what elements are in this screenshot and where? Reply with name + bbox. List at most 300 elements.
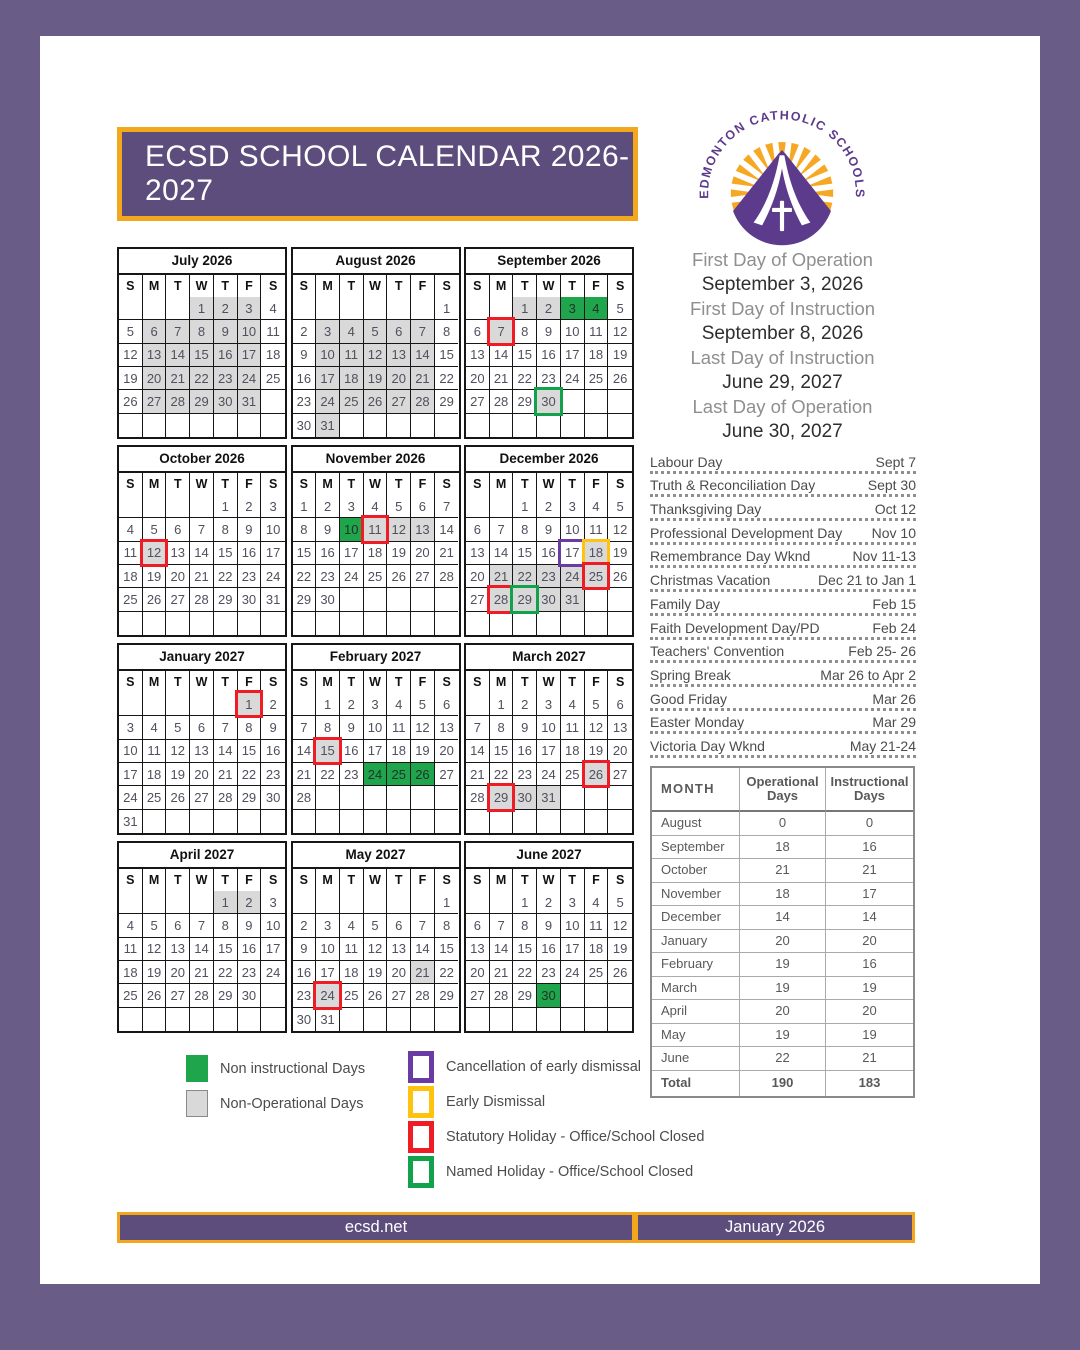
day-cell: 25 [143, 786, 167, 809]
day-cell: 2 [537, 495, 561, 518]
day-cell: 26 [608, 961, 632, 984]
day-cell: 22 [293, 565, 317, 588]
day-cell [490, 1008, 514, 1031]
day-cell [411, 891, 435, 914]
month-calendar [291, 841, 461, 1033]
day-cell: 21 [490, 367, 514, 390]
day-cell [466, 693, 490, 716]
day-cell [364, 810, 388, 833]
day-cell: 18 [585, 542, 609, 565]
day-cell: 16 [537, 344, 561, 367]
key-dates [635, 248, 930, 444]
day-cell: 23 [340, 763, 364, 786]
month-calendar [464, 841, 634, 1033]
day-cell: 28 [490, 588, 514, 611]
day-cell [190, 1008, 214, 1031]
weekday-label: F [585, 473, 609, 496]
legend-swatch [408, 1156, 434, 1188]
day-cell: 25 [261, 367, 285, 390]
day-cell: 23 [513, 763, 537, 786]
weekday-row [293, 473, 459, 495]
legend-item [186, 1090, 365, 1117]
weekday-row [119, 275, 285, 297]
weekday-label: F [585, 671, 609, 694]
day-cell [190, 495, 214, 518]
key-date-value: September 8, 2026 [701, 322, 864, 344]
day-cell: 5 [608, 891, 632, 914]
day-cell: 1 [214, 495, 238, 518]
day-cell [466, 297, 490, 320]
day-cell [190, 693, 214, 716]
weekday-label: S [435, 671, 459, 694]
day-cell [387, 414, 411, 437]
day-cell: 7 [190, 518, 214, 541]
day-cell [513, 1008, 537, 1031]
day-cell: 25 [585, 565, 609, 588]
day-cell: 7 [411, 320, 435, 343]
day-cell: 16 [316, 542, 340, 565]
day-cell: 10 [561, 914, 585, 937]
day-cell [364, 588, 388, 611]
table-cell: 21 [826, 859, 913, 883]
day-cell [261, 1008, 285, 1031]
day-cell: 19 [364, 961, 388, 984]
day-cell [316, 786, 340, 809]
weekday-label: M [490, 869, 514, 892]
day-cell: 6 [143, 320, 167, 343]
day-cell: 28 [490, 390, 514, 413]
table-cell: August [652, 812, 740, 836]
weekday-label: F [411, 869, 435, 892]
day-cell [143, 414, 167, 437]
day-cell: 13 [435, 716, 459, 739]
day-cell [143, 297, 167, 320]
weekday-label: S [293, 869, 317, 892]
holiday-date: Feb 25- 26 [848, 643, 916, 660]
day-cell: 11 [340, 344, 364, 367]
day-grid [466, 891, 632, 1031]
day-cell [435, 612, 459, 635]
day-cell: 31 [316, 414, 340, 437]
day-cell: 19 [585, 740, 609, 763]
day-cell: 17 [561, 938, 585, 961]
day-cell: 29 [513, 390, 537, 413]
holiday-name: Truth & Reconciliation Day [650, 477, 816, 494]
weekday-label: T [340, 869, 364, 892]
legend-swatch [408, 1121, 434, 1153]
weekday-label: S [261, 671, 285, 694]
weekday-label: F [585, 275, 609, 298]
day-cell [561, 390, 585, 413]
weekday-label: S [119, 473, 143, 496]
weekday-row [293, 869, 459, 891]
day-cell: 26 [585, 763, 609, 786]
day-cell: 14 [214, 740, 238, 763]
month-calendar [117, 247, 287, 439]
day-cell [214, 1008, 238, 1031]
day-cell: 7 [466, 716, 490, 739]
legend-label: Statutory Holiday - Office/School Closed [446, 1129, 705, 1145]
day-cell [293, 297, 317, 320]
table-cell: 20 [826, 1000, 913, 1024]
holiday-date: Mar 26 [872, 690, 916, 707]
holiday-name: Thanksgiving Day [650, 501, 762, 518]
weekday-label: T [166, 671, 190, 694]
day-cell: 28 [466, 786, 490, 809]
day-cell: 6 [166, 914, 190, 937]
table-row [652, 836, 913, 860]
day-cell: 12 [364, 344, 388, 367]
day-cell [340, 297, 364, 320]
weekday-label: T [561, 473, 585, 496]
day-cell: 12 [608, 320, 632, 343]
weekday-label: T [166, 275, 190, 298]
day-cell: 11 [585, 914, 609, 937]
legend-label: Non instructional Days [220, 1060, 366, 1077]
day-cell: 16 [238, 938, 262, 961]
day-cell: 10 [561, 320, 585, 343]
day-cell [411, 588, 435, 611]
day-cell: 31 [316, 1008, 340, 1031]
month-calendar [291, 445, 461, 637]
day-cell: 11 [585, 518, 609, 541]
day-cell [238, 1008, 262, 1031]
day-cell [364, 891, 388, 914]
day-cell: 10 [561, 518, 585, 541]
day-cell: 7 [490, 914, 514, 937]
table-cell: 14 [740, 906, 826, 930]
day-cell: 31 [537, 786, 561, 809]
day-cell: 4 [261, 297, 285, 320]
day-cell: 17 [119, 763, 143, 786]
day-cell: 17 [561, 542, 585, 565]
day-cell [261, 390, 285, 413]
day-cell: 13 [190, 740, 214, 763]
weekday-label: S [261, 473, 285, 496]
table-cell: June [652, 1047, 740, 1071]
day-cell: 28 [190, 588, 214, 611]
day-cell [585, 588, 609, 611]
day-cell: 19 [411, 740, 435, 763]
weekday-label: M [143, 671, 167, 694]
day-cell: 19 [119, 367, 143, 390]
day-cell: 28 [214, 786, 238, 809]
day-cell: 19 [387, 542, 411, 565]
day-cell [466, 1008, 490, 1031]
table-row [652, 953, 913, 977]
day-cell [340, 891, 364, 914]
weekday-label: M [316, 869, 340, 892]
day-cell [214, 693, 238, 716]
day-cell: 21 [166, 367, 190, 390]
table-cell: 16 [826, 836, 913, 860]
holiday-date: Nov 11-13 [852, 548, 916, 565]
day-cell: 17 [261, 938, 285, 961]
day-cell: 9 [537, 320, 561, 343]
day-cell [537, 810, 561, 833]
weekday-label: T [387, 671, 411, 694]
day-cell: 16 [513, 740, 537, 763]
day-cell: 4 [585, 297, 609, 320]
day-cell [435, 810, 459, 833]
day-cell: 9 [261, 716, 285, 739]
day-cell: 1 [435, 297, 459, 320]
day-cell: 4 [585, 891, 609, 914]
day-cell: 16 [537, 542, 561, 565]
day-cell: 26 [364, 984, 388, 1007]
day-cell: 5 [387, 495, 411, 518]
day-cell [293, 693, 317, 716]
day-cell [143, 810, 167, 833]
day-cell [513, 612, 537, 635]
day-cell [166, 810, 190, 833]
day-grid [293, 495, 459, 635]
day-cell [585, 810, 609, 833]
day-cell: 7 [293, 716, 317, 739]
weekday-label: T [214, 671, 238, 694]
day-cell: 6 [387, 914, 411, 937]
day-cell: 3 [316, 914, 340, 937]
day-cell: 15 [435, 344, 459, 367]
day-cell: 18 [143, 763, 167, 786]
table-total-cell: 183 [858, 1074, 881, 1090]
day-cell: 6 [190, 716, 214, 739]
month-title: July 2026 [119, 249, 285, 275]
ecsd-logo-graphic [692, 108, 872, 250]
day-cell: 4 [585, 495, 609, 518]
day-cell: 7 [411, 914, 435, 937]
table-cell: 19 [826, 1024, 913, 1048]
day-cell [214, 414, 238, 437]
day-grid [119, 297, 285, 437]
footer-date: January 2026 [635, 1212, 915, 1243]
weekday-label: S [466, 869, 490, 892]
day-cell [537, 414, 561, 437]
day-cell: 29 [435, 390, 459, 413]
weekday-row [466, 275, 632, 297]
day-cell [585, 1008, 609, 1031]
day-cell [119, 495, 143, 518]
day-cell: 18 [340, 367, 364, 390]
key-date-label: Last Day of Instruction [690, 347, 875, 368]
legend-swatch [408, 1051, 434, 1083]
day-cell [261, 984, 285, 1007]
table-header-row [652, 768, 913, 812]
holiday-date: Feb 24 [872, 619, 916, 636]
day-cell [238, 612, 262, 635]
footer-bar [117, 1212, 915, 1243]
day-cell: 7 [435, 495, 459, 518]
day-cell: 27 [166, 984, 190, 1007]
day-cell [190, 891, 214, 914]
day-cell: 19 [364, 367, 388, 390]
day-cell [119, 612, 143, 635]
month-calendar [464, 643, 634, 835]
day-cell: 7 [490, 320, 514, 343]
table-cell: November [652, 883, 740, 907]
day-cell: 20 [387, 961, 411, 984]
day-cell: 20 [608, 740, 632, 763]
table-row [652, 883, 913, 907]
month-title: February 2027 [293, 645, 459, 671]
calendar-page [40, 36, 1040, 1284]
day-cell [537, 1008, 561, 1031]
day-grid [119, 693, 285, 833]
day-cell: 22 [513, 961, 537, 984]
weekday-label: M [490, 473, 514, 496]
weekday-label: W [364, 473, 388, 496]
day-cell: 30 [261, 786, 285, 809]
weekday-label: W [190, 671, 214, 694]
day-cell: 30 [293, 1008, 317, 1031]
day-cell: 18 [340, 961, 364, 984]
day-cell: 29 [238, 786, 262, 809]
day-cell: 23 [537, 367, 561, 390]
day-cell: 3 [261, 495, 285, 518]
day-cell: 9 [238, 518, 262, 541]
day-cell: 20 [466, 565, 490, 588]
day-cell: 2 [316, 495, 340, 518]
table-cell: March [652, 977, 740, 1001]
day-cell: 18 [585, 938, 609, 961]
weekday-label: F [238, 671, 262, 694]
day-cell: 21 [466, 763, 490, 786]
day-cell: 11 [340, 938, 364, 961]
day-cell [293, 810, 317, 833]
weekday-label: W [364, 869, 388, 892]
day-cell: 22 [513, 565, 537, 588]
day-cell [561, 612, 585, 635]
day-cell: 23 [293, 390, 317, 413]
day-cell: 4 [364, 495, 388, 518]
day-cell: 17 [537, 740, 561, 763]
weekday-row [119, 869, 285, 891]
day-cell: 2 [537, 891, 561, 914]
legend-fill-items [186, 1055, 365, 1125]
day-cell: 24 [561, 367, 585, 390]
day-cell: 17 [316, 961, 340, 984]
day-cell: 5 [143, 518, 167, 541]
day-cell [119, 891, 143, 914]
day-cell [316, 612, 340, 635]
day-cell: 4 [119, 518, 143, 541]
day-cell: 29 [490, 786, 514, 809]
day-cell [435, 1008, 459, 1031]
logo-arc-text: EDMONTON CATHOLIC SCHOOLS [697, 108, 867, 199]
day-cell [261, 810, 285, 833]
day-cell: 23 [316, 565, 340, 588]
day-cell: 23 [537, 565, 561, 588]
day-cell [340, 1008, 364, 1031]
day-cell: 2 [537, 297, 561, 320]
holiday-name: Victoria Day Wknd [650, 737, 765, 754]
day-cell: 26 [143, 588, 167, 611]
legend-label: Early Dismissal [446, 1094, 546, 1110]
day-cell [166, 495, 190, 518]
day-cell: 8 [435, 320, 459, 343]
month-title: September 2026 [466, 249, 632, 275]
day-cell [340, 786, 364, 809]
day-cell: 5 [364, 320, 388, 343]
month-calendar [291, 643, 461, 835]
day-cell: 30 [537, 390, 561, 413]
day-cell [387, 612, 411, 635]
day-cell: 10 [364, 716, 388, 739]
table-cell: 19 [740, 1024, 826, 1048]
day-cell: 9 [316, 518, 340, 541]
day-cell: 3 [340, 495, 364, 518]
day-cell [411, 612, 435, 635]
day-cell: 8 [238, 716, 262, 739]
day-cell: 19 [166, 763, 190, 786]
day-cell: 29 [214, 588, 238, 611]
day-cell: 24 [261, 565, 285, 588]
day-cell: 30 [316, 588, 340, 611]
day-cell: 7 [166, 320, 190, 343]
day-cell: 19 [608, 542, 632, 565]
day-cell: 27 [143, 390, 167, 413]
month-calendar [117, 643, 287, 835]
weekday-label: T [513, 275, 537, 298]
day-cell: 23 [238, 961, 262, 984]
day-cell: 23 [214, 367, 238, 390]
day-cell: 18 [364, 542, 388, 565]
day-cell: 1 [435, 891, 459, 914]
day-cell: 25 [340, 984, 364, 1007]
day-cell: 30 [214, 390, 238, 413]
day-cell [119, 1008, 143, 1031]
day-cell [585, 612, 609, 635]
weekday-label: S [608, 869, 632, 892]
day-cell: 6 [166, 518, 190, 541]
day-cell: 30 [513, 786, 537, 809]
weekday-label: S [119, 869, 143, 892]
day-cell: 9 [537, 914, 561, 937]
day-cell: 28 [166, 390, 190, 413]
day-cell [214, 810, 238, 833]
day-cell [364, 297, 388, 320]
day-cell [316, 297, 340, 320]
day-cell: 14 [490, 344, 514, 367]
weekday-label: S [435, 275, 459, 298]
day-cell [411, 810, 435, 833]
day-cell [411, 297, 435, 320]
day-cell [411, 414, 435, 437]
weekday-label: S [435, 869, 459, 892]
day-cell [387, 891, 411, 914]
day-cell: 4 [143, 716, 167, 739]
day-cell [466, 810, 490, 833]
month-title: April 2027 [119, 843, 285, 869]
day-cell: 8 [190, 320, 214, 343]
day-cell [513, 414, 537, 437]
day-cell [466, 414, 490, 437]
day-cell: 15 [190, 344, 214, 367]
day-cell [119, 297, 143, 320]
day-cell: 9 [293, 938, 317, 961]
day-cell: 10 [119, 740, 143, 763]
day-cell: 18 [561, 740, 585, 763]
day-cell: 21 [490, 961, 514, 984]
day-cell: 31 [119, 810, 143, 833]
day-cell: 7 [190, 914, 214, 937]
weekday-label: M [490, 671, 514, 694]
weekday-label: S [293, 275, 317, 298]
day-cell: 8 [214, 518, 238, 541]
day-cell: 20 [435, 740, 459, 763]
day-cell: 4 [340, 914, 364, 937]
day-cell: 23 [261, 763, 285, 786]
